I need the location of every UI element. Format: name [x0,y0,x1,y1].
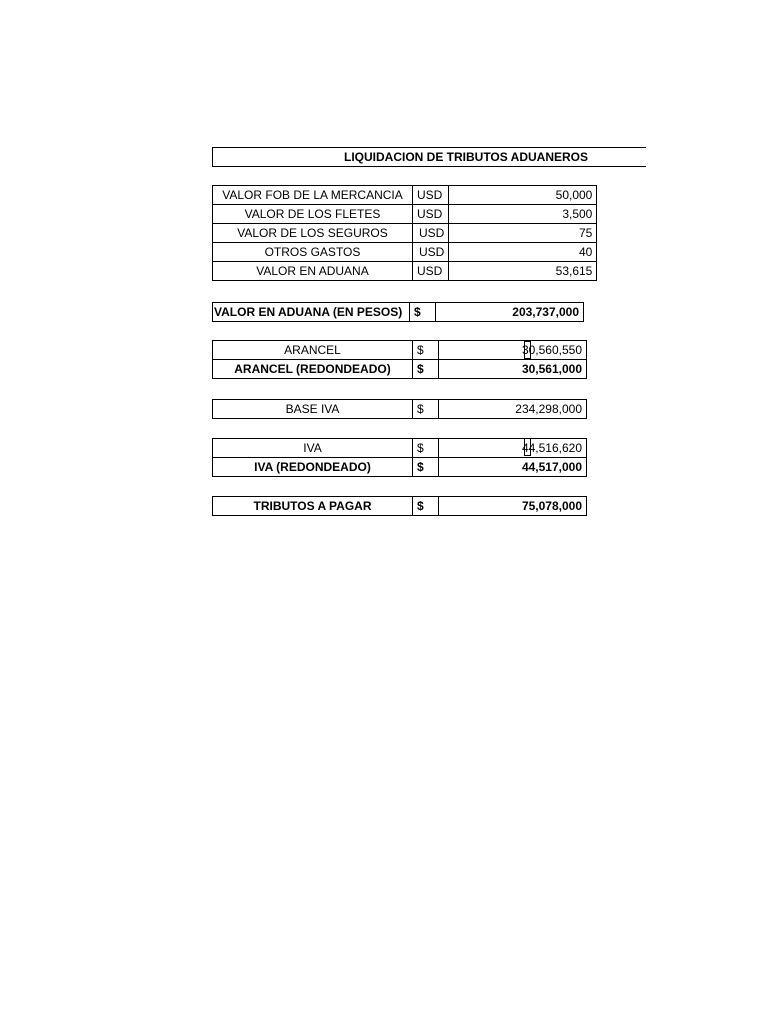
arancel-redondeado-currency[interactable]: $ [413,360,439,379]
table-row [213,458,587,477]
fletes-value[interactable]: 3,500 [449,205,597,224]
seguros-value[interactable]: 75 [449,224,597,243]
title-box [212,147,646,167]
table-row [213,497,587,516]
table-row [213,186,597,205]
valor-pesos-table [212,302,584,322]
base-iva-label[interactable]: BASE IVA [213,400,413,419]
fob-currency[interactable]: USD [413,186,449,205]
seguros-currency[interactable]: USD [413,224,449,243]
seguros-label[interactable]: VALOR DE LOS SEGUROS [213,224,413,243]
arancel-value[interactable]: 30,560,550 [439,341,587,360]
iva-redondeado-value[interactable]: 44,517,000 [439,458,587,477]
tributos-label[interactable]: TRIBUTOS A PAGAR [213,497,413,516]
tributos-currency[interactable]: $ [413,497,439,516]
sheet-title: LIQUIDACION DE TRIBUTOS ADUANEROS [343,150,588,164]
valor-pesos-value[interactable]: 203,737,000 [436,303,584,322]
valor-aduana-usd-currency[interactable]: USD [413,262,449,281]
iva-redondeado-currency[interactable]: $ [413,458,439,477]
base-iva-value[interactable]: 234,298,000 [439,400,587,419]
otros-gastos-currency[interactable]: USD [413,243,449,262]
table-row [213,224,597,243]
iva-redondeado-label[interactable]: IVA (REDONDEADO) [213,458,413,477]
arancel-currency[interactable]: $ [413,341,439,360]
iva-currency[interactable]: $ [413,439,439,458]
arancel-redondeado-label[interactable]: ARANCEL (REDONDEADO) [213,360,413,379]
fob-label[interactable]: VALOR FOB DE LA MERCANCIA [213,186,413,205]
cell-cursor-marker [524,341,531,359]
table-row [213,205,597,224]
iva-label[interactable]: IVA [213,439,413,458]
valor-pesos-currency[interactable]: $ [410,303,436,322]
table-row [213,360,587,379]
base-iva-currency[interactable]: $ [413,400,439,419]
valor-pesos-label[interactable]: VALOR EN ADUANA (EN PESOS) [213,303,410,322]
fletes-currency[interactable]: USD [413,205,449,224]
arancel-redondeado-value[interactable]: 30,561,000 [439,360,587,379]
base-iva-table [212,399,587,419]
table-row [213,262,597,281]
table-row [213,400,587,419]
valor-aduana-usd-label[interactable]: VALOR EN ADUANA [213,262,413,281]
otros-gastos-label[interactable]: OTROS GASTOS [213,243,413,262]
valor-aduana-usd-value[interactable]: 53,615 [449,262,597,281]
iva-value[interactable]: 44,516,620 [439,439,587,458]
fletes-label[interactable]: VALOR DE LOS FLETES [213,205,413,224]
arancel-label[interactable]: ARANCEL [213,341,413,360]
table-row [213,243,597,262]
tributos-table [212,496,587,516]
table-row [213,303,584,322]
otros-gastos-value[interactable]: 40 [449,243,597,262]
fob-value[interactable]: 50,000 [449,186,597,205]
tributos-value[interactable]: 75,078,000 [439,497,587,516]
usd-values-table [212,185,597,281]
cell-cursor-marker [524,438,531,456]
